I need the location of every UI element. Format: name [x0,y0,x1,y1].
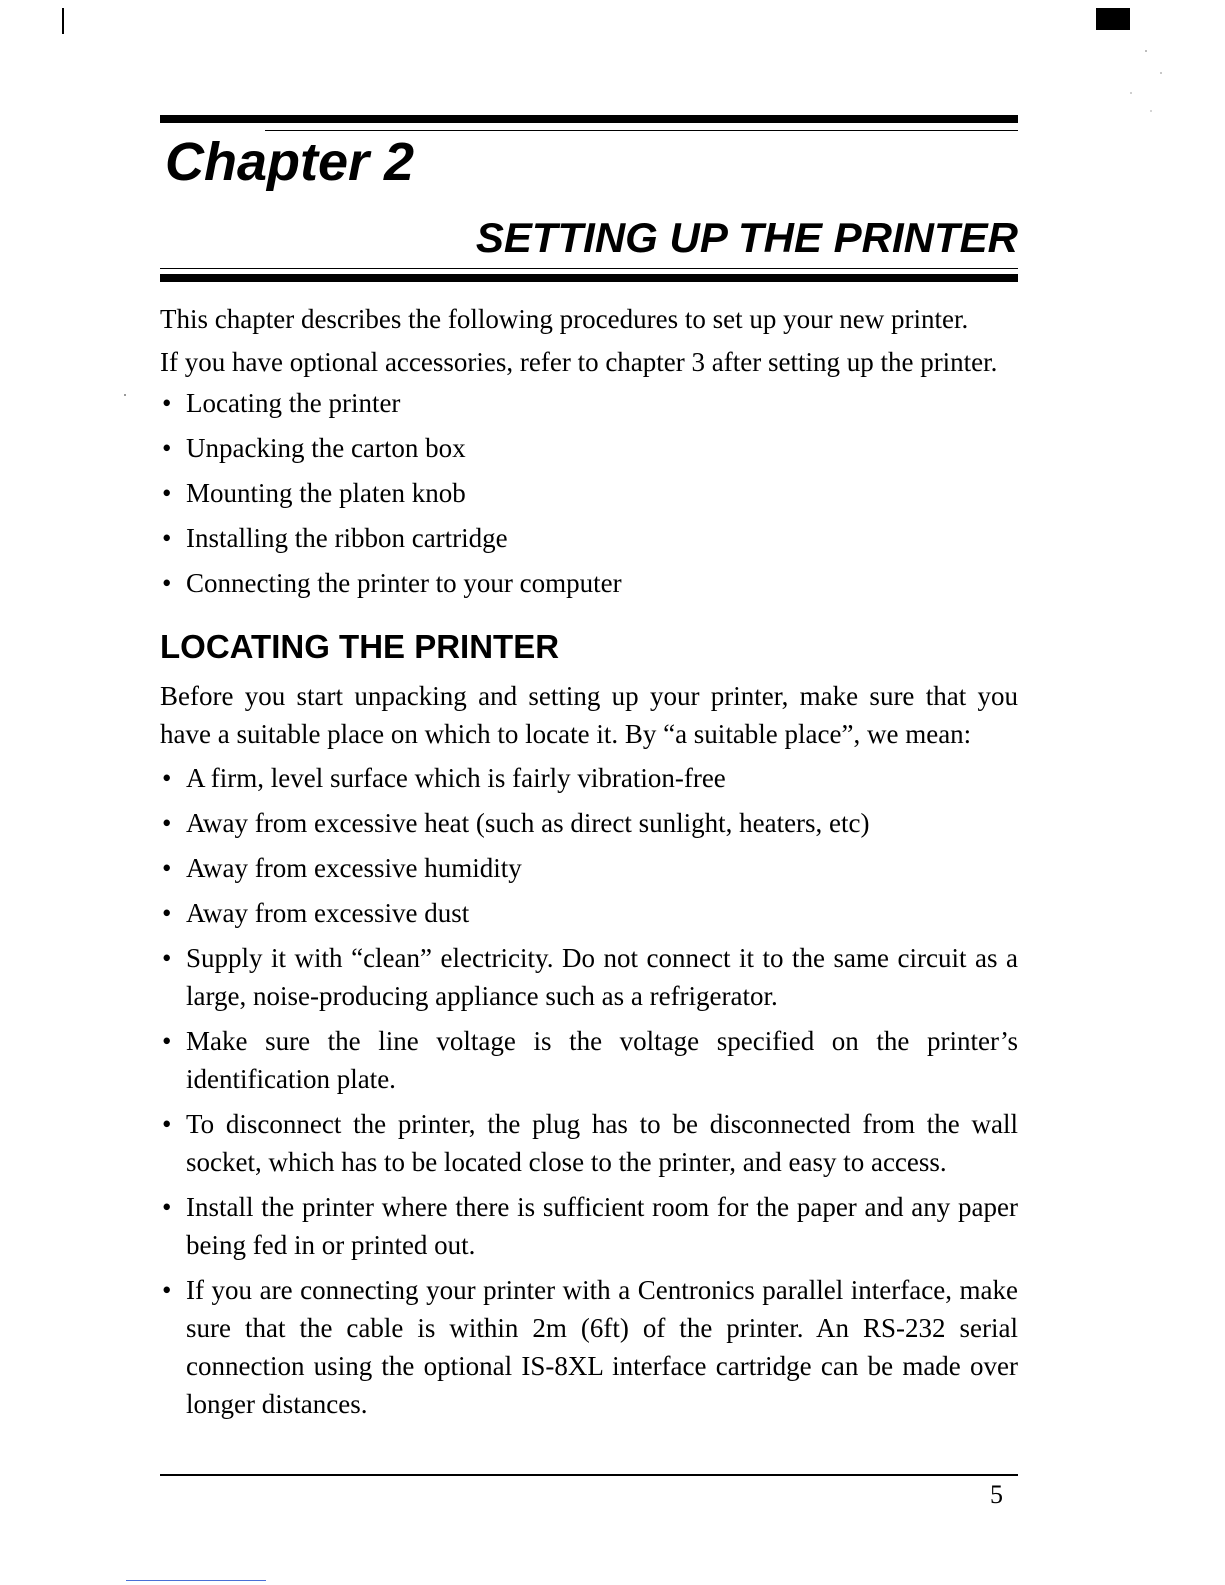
list-item [160,804,1018,842]
chapter-title: SETTING UP THE PRINTER [475,214,1018,261]
list-item [160,759,1018,797]
bullet-icon: • [162,388,172,418]
requirement-text: Away from excessive humidity [186,853,522,883]
list-item [160,1022,1018,1098]
requirement-list [160,759,1018,1423]
scan-speck [1150,110,1152,112]
chapter-rule-bottom-thin [160,268,1018,269]
requirement-text: A firm, level surface which is fairly vibration-free [186,763,726,793]
page-number: 5 [990,1480,1003,1509]
bullet-icon: • [162,1192,172,1222]
requirement-text: If you are connecting your printer with a Centronics parallel interface, make sure that the cable is within 2m (6ft) of the printer. An RS-232 serial connection using the optional IS-8XL interface cartridge can be made over longer distances. [186,1275,1018,1419]
bullet-icon: • [162,1026,172,1056]
list-item [160,1188,1018,1264]
bullet-icon: • [162,763,172,793]
crop-mark [62,8,64,34]
bullet-icon: • [162,1275,172,1305]
procedure-text: Installing the ribbon cartridge [186,523,508,553]
procedure-text: Unpacking the carton box [186,433,466,463]
scan-speck [1160,72,1162,74]
footer-rule [160,1474,1018,1476]
bullet-icon: • [162,523,172,553]
chapter-label: Chapter 2 [165,132,415,192]
bullet-icon: • [162,808,172,838]
procedure-text: Mounting the platen knob [186,478,466,508]
procedure-text: Locating the printer [186,388,401,418]
requirement-text: Supply it with “clean” electricity. Do not connect it to the same circuit as a large, noise-producing appliance such as a refrigerator. [186,943,1018,1011]
section-paragraph: Before you start unpacking and setting up your printer, make sure that you have a suitable place on which to locate it. By “a suitable place”, we mean: [160,681,1018,749]
section-heading: LOCATING THE PRINTER [160,628,560,665]
scan-speck [1145,50,1147,52]
intro-line-1: This chapter describes the following procedures to set up your new printer. [160,304,969,334]
chapter-rule-top-thick [160,115,1018,123]
page-body [160,300,1018,1430]
procedure-text: Connecting the printer to your computer [186,568,622,598]
list-item [160,1271,1018,1423]
scan-speck [124,394,126,396]
list-item [160,1105,1018,1181]
intro-line-2: If you have optional accessories, refer to chapter 3 after setting up the printer. [160,347,998,377]
bullet-icon: • [162,1109,172,1139]
chapter-rule-bottom-thick [160,274,1018,282]
requirement-text: Away from excessive heat (such as direct sunlight, heaters, etc) [186,808,870,838]
scan-corner-mark [1096,8,1130,30]
requirement-text: Install the printer where there is sufficient room for the paper and any paper being fed in or printed out. [186,1192,1018,1260]
list-item [160,474,1018,512]
bullet-icon: • [162,433,172,463]
list-item [160,849,1018,887]
list-item [160,519,1018,557]
list-item [160,564,1018,602]
requirement-text: Away from excessive dust [186,898,470,928]
chapter-rule-top-thin [265,130,1018,131]
list-item [160,429,1018,467]
requirement-text: Make sure the line voltage is the voltage specified on the printer’s identification plate. [186,1026,1018,1094]
bullet-icon: • [162,943,172,973]
scan-underline [126,1580,266,1581]
bullet-icon: • [162,853,172,883]
bullet-icon: • [162,478,172,508]
bullet-icon: • [162,898,172,928]
requirement-text: To disconnect the printer, the plug has to be disconnected from the wall socket, which has to be located close to the printer, and easy to access. [186,1109,1018,1177]
list-item [160,384,1018,422]
bullet-icon: • [162,568,172,598]
list-item [160,939,1018,1015]
list-item [160,894,1018,932]
procedure-list [160,384,1018,602]
scan-speck [1130,92,1132,94]
